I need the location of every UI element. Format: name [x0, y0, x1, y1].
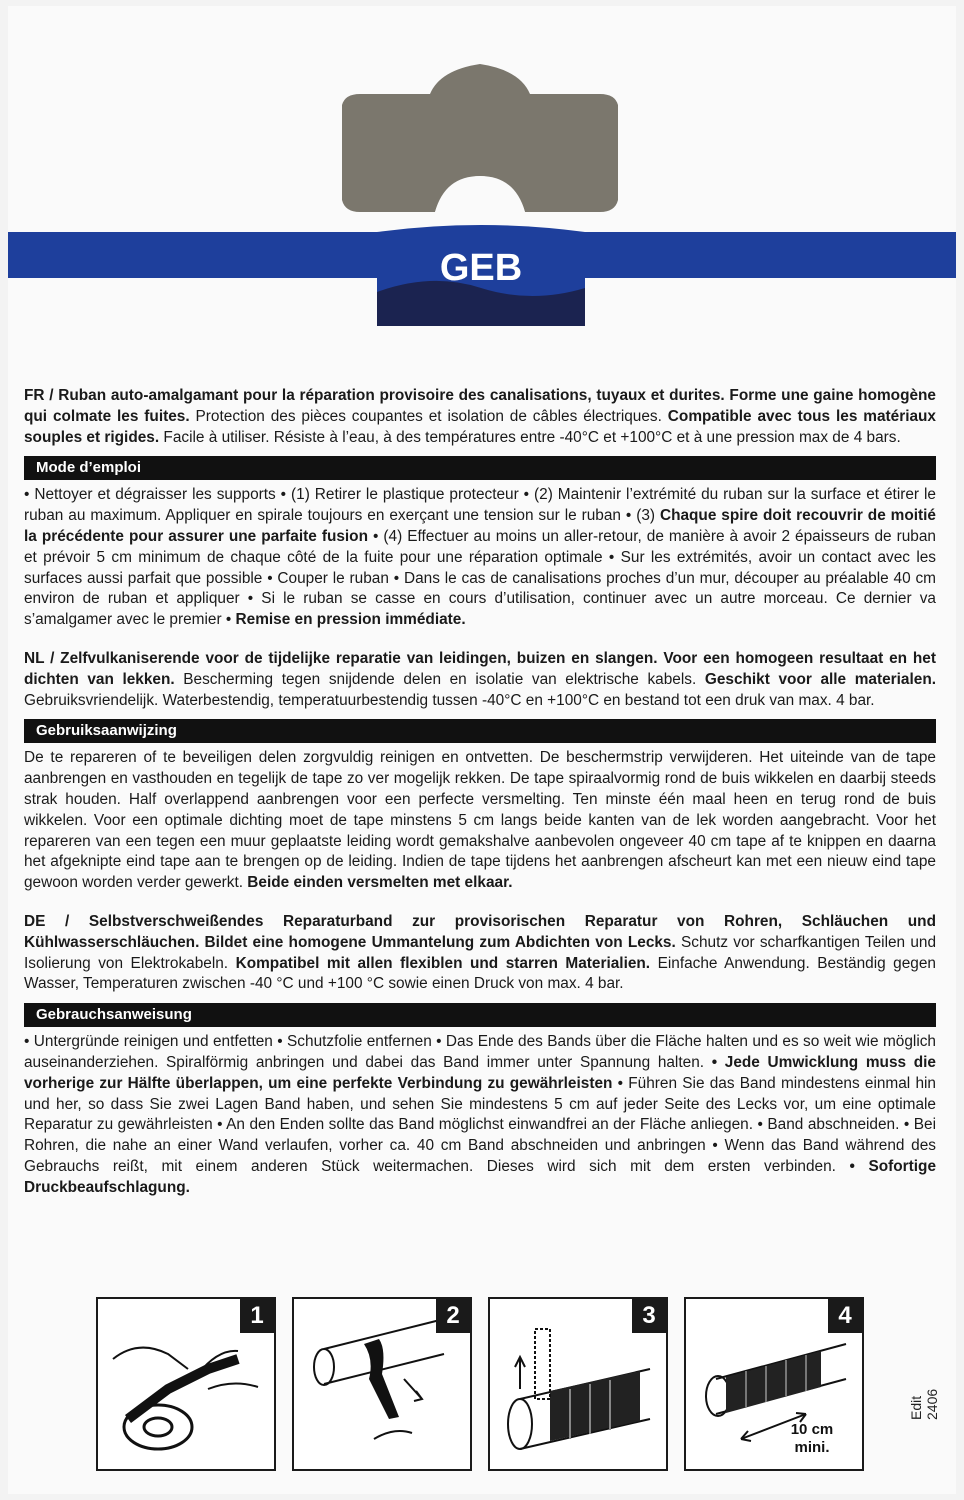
nl-intro: NL / Zelfvulkaniserende voor de tijdelijke reparatie van leidingen, buizen en slangen. Voor een homogeen resultaat en het dichten van lekken. Bescherming tegen snijdende delen en isolatie van elektrische kabels. Geschikt voor alle materialen. Gebruiksvriendelijk. Waterbestendig, temperatuurbestendig tussen -40°C en +100°C en bestand tot een druk van max. 4 bar. — [24, 649, 936, 709]
instructions-text — [24, 386, 936, 1199]
de-intro: DE / Selbstverschweißendes Reparaturband zur provisorischen Reparatur von Rohren, Schläuchen und Kühlwasserschläuchen. Bildet eine homogene Ummantelung zum Abdichten von Lecks. Schutz vor scharfkantigen Teilen und Isolierung von Elektrokabeln. Kompatibel mit allen flexiblen und starren Materialien. Einfache Anwendung. Beständig gegen Wasser, Temperaturen zwischen -40 °C und +100 °C sowie einen Druck von max. 4 bar. — [24, 912, 937, 993]
nl-body: De te repareren of te beveiligen delen zorgvuldig reinigen en ontvetten. De beschermstrip verwijderen. Het uiteinde van de tape aanbrengen en vasthouden en tegelijk de tape zo ver mogelijk rekken. De tape spiraalvormig rond de buis wikkelen en daarbij steeds strak houden. Half overlappend aanbrengen voor een perfecte versmelting. Ten minste één maal heen en terug rond de buis wikkelen. Voor een optimale dichting moet de tape minstens 5 cm langs beide kanten van de lek worden aangebracht. Voor het repareren van een tegen een muur geplaatste leiding wordt gemakshalve aanbevolen ongeveer 40 cm tape af te knippen en daarna het afgeknipte eind tape aan te brengen op de leiding. Indien de tape tijdens het aanbrengen afscheurt kan met een nieuw eind tape gewoon worden verder gewerkt. Beide einden versmelten met elkaar. — [24, 749, 936, 892]
hang-tab-hole — [0, 0, 964, 230]
nl-heading: Gebruiksaanwijzing — [24, 719, 936, 743]
step-3 — [488, 1297, 668, 1471]
de-body: • Untergründe reinigen und entfetten • Schutzfolie entfernen • Das Ende des Bands über die Fläche halten und es so weit wie möglich auseinanderziehen. Spiralförmig anbringen und dabei das Band immer unter Spannung halten. • Jede Umwicklung muss die vorherige zur Hälfte überlappen, um eine perfekte Verbindung zu gewährleisten • Führen Sie das Band mindestens einmal hin und her, so dass Sie zwei Lagen Band haben, und sehen Sie mindestens 5 cm auf jeder Seite des Lecks vor, um eine optimale Reparatur zu gewährleisten • An den Enden sollte das Band möglichst einwandfrei an der Fläche anliegen. • Band abschneiden. • Bei Rohren, die nahe an einer Wand verlaufen, vorher ca. 40 cm Band abschneiden und anbringen • Wenn das Band während des Gebrauchs reißt, mit einem anderen Stück weitermachen. Dieses wird sich mit dem ersten verbinden. • Sofortige Druckbeaufschlagung. — [24, 1033, 936, 1196]
min-distance-label: 10 cm mini. — [790, 1421, 834, 1456]
step-number: 2 — [436, 1299, 470, 1333]
step-number: 3 — [632, 1299, 666, 1333]
step-number: 1 — [240, 1299, 274, 1333]
fr-body: • Nettoyer et dégraisser les supports • (1) Retirer le plastique protecteur • (2) Maintenir l’extrémité du ruban sur la surface et étirer le ruban au maximum. Appliquer en spirale toujours en exerçant une tension sur le ruban • (3) Chaque spire doit recouvrir de moitié la précédente pour assurer une parfaite fusion • (4) Effectuer au moins un aller-retour, de manière à avoir 2 épaisseurs de ruban et prévoir 5 cm minimum de chaque côté de la fuite pour une réparation optimale • Sur les extrémités, avoir un contact avec les surfaces aussi parfait que possible • Couper le ruban • Dans le cas de canalisations proches d’un mur, découper au préalable 40 cm environ de ruban et appliquer • Si le ruban se casse en cours d’utilisation, continuer avec un autre morceau. Ce dernier va s’amalgamer avec le premier • Remise en pression immédiate. — [24, 486, 936, 629]
step-pictograms — [96, 1297, 916, 1497]
de-heading: Gebrauchsanweisung — [24, 1003, 936, 1027]
geb-logo — [377, 222, 585, 326]
edit-code: Edit 2406 — [908, 1388, 940, 1420]
step-1 — [96, 1297, 276, 1471]
logo-text: GEB — [439, 247, 523, 289]
fr-intro: FR / Ruban auto-amalgamant pour la réparation provisoire des canalisations, tuyaux et durites. Forme une gaine homogène qui colmate les fuites. Protection des pièces coupantes et isolation de câbles électriques. Compatible avec tous les matériaux souples et rigides. Facile à utiliser. Résiste à l’eau, à des températures entre -40°C et +100°C et à une pression max de 4 bars. — [24, 387, 936, 446]
step-number: 4 — [828, 1299, 862, 1333]
step-2 — [292, 1297, 472, 1471]
fr-heading: Mode d’emploi — [24, 456, 936, 480]
step-4 — [684, 1297, 864, 1471]
